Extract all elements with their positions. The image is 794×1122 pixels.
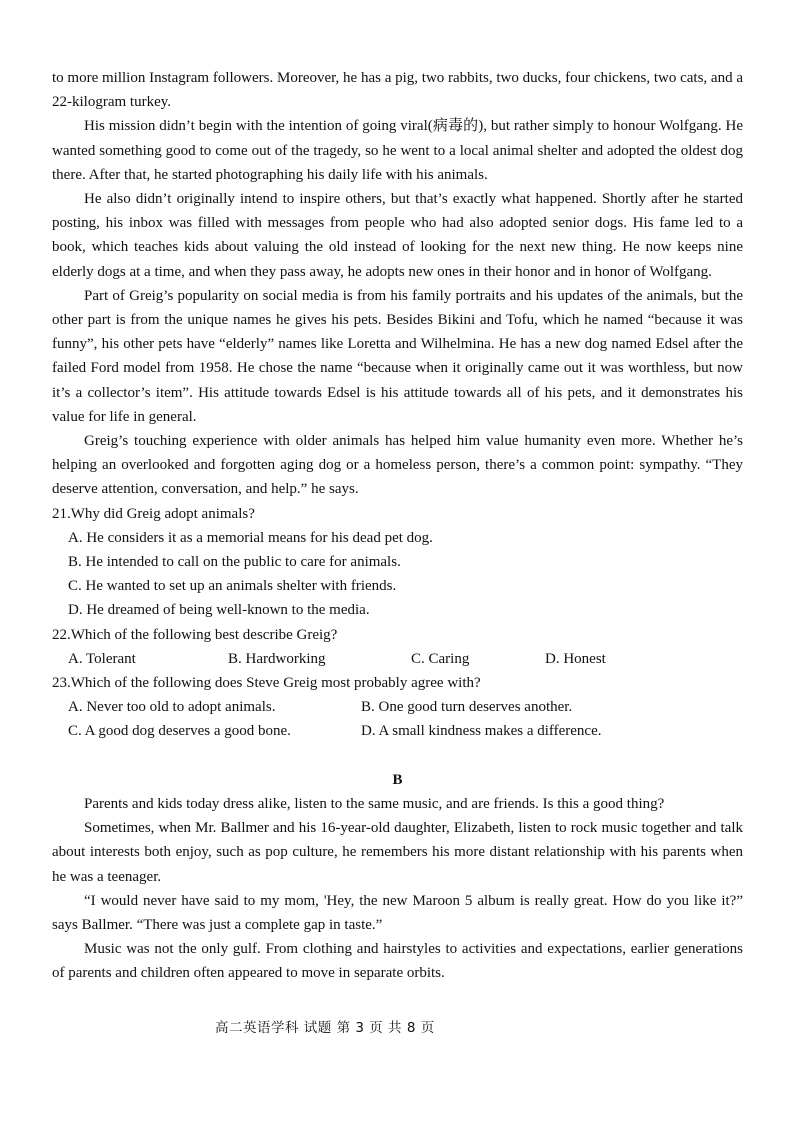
question-22-stem: 22.Which of the following best describe Greig? (52, 626, 338, 643)
section-b-heading: B (392, 771, 403, 788)
question-21-option-a: A. He considers it as a memorial means for his dead pet dog. (68, 529, 433, 546)
question-22-option-b: B. Hardworking (228, 650, 326, 667)
question-21-stem: 21.Why did Greig adopt animals? (52, 505, 255, 522)
question-21-option-c: C. He wanted to set up an animals shelter with friends. (68, 578, 397, 595)
passage-a-paragraph: to more million Instagram followers. Moreover, he has a pig, two rabbits, two ducks, four chickens, two cats, and a 22-kilogram turkey. (52, 70, 743, 111)
question-22-option-a: A. Tolerant (68, 650, 136, 667)
question-23-option-b: B. One good turn deserves another. (361, 699, 573, 716)
question-21-option-b: B. He intended to call on the public to care for animals. (68, 554, 401, 571)
question-23-option-a: A. Never too old to adopt animals. (68, 699, 276, 716)
passage-b-paragraph: Sometimes, when Mr. Ballmer and his 16-year-old daughter, Elizabeth, listen to rock music together and talk about interests both enjoy, such as pop culture, he remembers his more distant relationship with his parents when he was a teenager. (52, 820, 743, 885)
passage-b-paragraph: Music was not the only gulf. From clothing and hairstyles to activities and expectations, earlier generations of parents and children often appeared to move in separate orbits. (52, 941, 743, 982)
question-22-option-c: C. Caring (411, 650, 470, 667)
passage-a-paragraph: Part of Greig’s popularity on social media is from his family portraits and his updates of the animals, but the other part is from the unique names he gives his pets. Besides Bikini and Tofu, which he named “because it was funny”, his other pets have “elderly” names like Loretta and Wilhelmina. He has a new dog named Edsel after the failed Ford model from 1958. He chose the name “because when it originally came out it was worthless, but now it’s a collector’s item”. His attitude towards Edsel is his attitude towards all of his pets, and it demonstrates his value for life in general. (52, 287, 743, 425)
question-23-options-row-2 (52, 719, 743, 743)
passage-a-paragraph: Greig’s touching experience with older animals has helped him value humanity even more. Whether he’s helping an overlooked and forgotten aging dog or a homeless person, there’s a common point: sympathy. “They deserve attention, conversation, and help.” he says. (52, 433, 743, 498)
question-23-stem: 23.Which of the following does Steve Greig most probably agree with? (52, 675, 481, 692)
passage-a-paragraph: He also didn’t originally intend to inspire others, but that’s exactly what happened. Shortly after he started posting, his inbox was filled with messages from people who had also adopted senior dogs. His fame led to a book, which teaches kids about valuing the old instead of looking for the next new thing. He now keeps nine elderly dogs at a time, and when they pass away, he adopts new ones in their honor and in honor of Wolfgang. (52, 191, 743, 280)
question-21-option-d: D. He dreamed of being well-known to the media. (68, 602, 370, 619)
passage-a-paragraph: His mission didn’t begin with the intention of going viral(病毒的), but rather simply to honour Wolfgang. He wanted something good to come out of the tragedy, so he went to a local animal shelter and adopted the oldest dog there. After that, he started photographing his daily life with his animals. (52, 118, 743, 183)
passage-b-paragraph: Parents and kids today dress alike, listen to the same music, and are friends. Is this a good thing? (84, 795, 665, 812)
exam-page (52, 66, 743, 986)
question-23-option-c: C. A good dog deserves a good bone. (68, 723, 291, 740)
question-23-options-row-1 (52, 695, 743, 719)
page-footer: 高二英语学科 试题 第 3 页 共 8 页 (215, 1020, 435, 1036)
question-22-options (52, 647, 743, 671)
passage-b-paragraph: “I would never have said to my mom, 'Hey, the new Maroon 5 album is really great. How do you like it?” says Ballmer. “There was just a complete gap in taste.” (52, 892, 743, 933)
question-22-option-d: D. Honest (545, 650, 606, 667)
question-23-option-d: D. A small kindness makes a difference. (361, 723, 602, 740)
